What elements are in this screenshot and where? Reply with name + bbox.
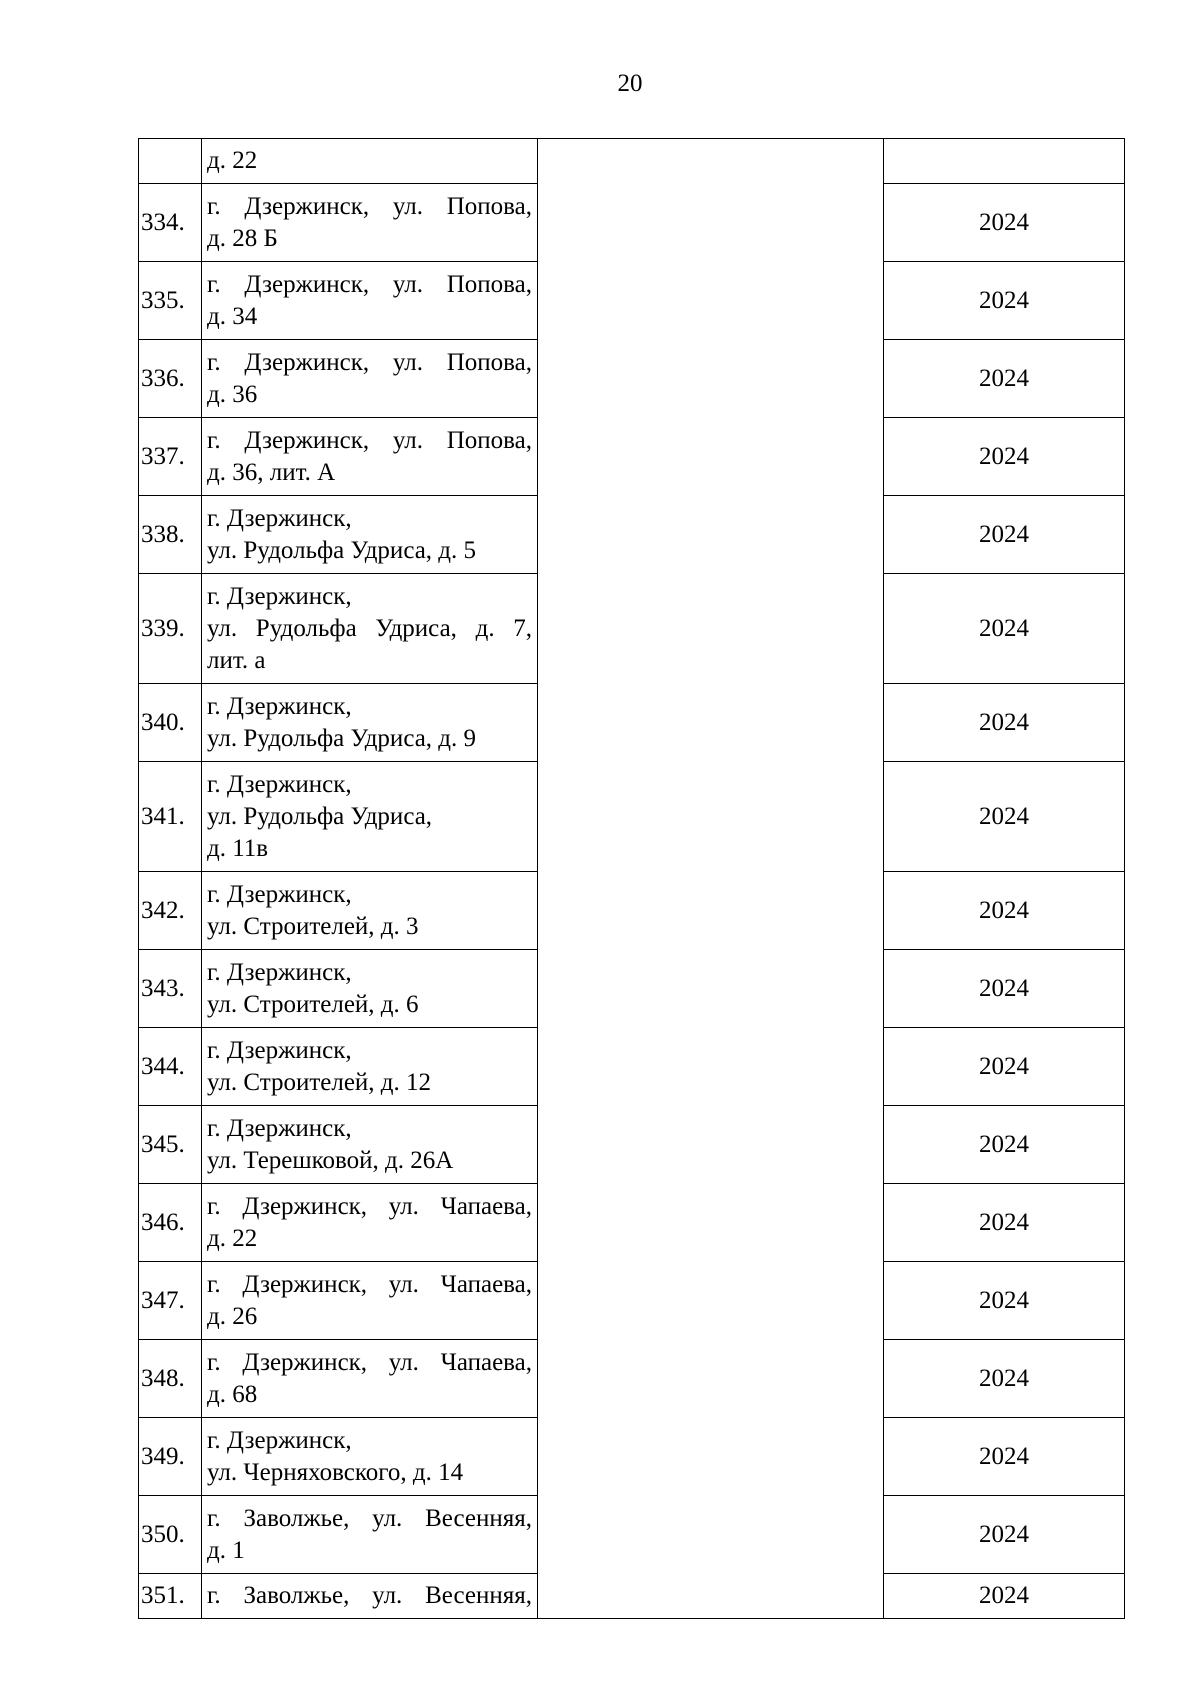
row-number: 337. xyxy=(139,418,202,496)
address-cell xyxy=(202,1106,538,1184)
empty-cell xyxy=(538,496,884,574)
address-cell xyxy=(202,1028,538,1106)
row-number: 343. xyxy=(139,950,202,1028)
empty-cell xyxy=(538,1496,884,1574)
year-cell: 2024 xyxy=(884,262,1125,340)
address-cell xyxy=(202,950,538,1028)
table-row xyxy=(139,1496,1125,1574)
year-cell: 2024 xyxy=(884,684,1125,762)
year-cell: 2024 xyxy=(884,418,1125,496)
address-line: д. 34 xyxy=(207,302,258,330)
address-line: д. 68 xyxy=(207,1380,258,1408)
year-cell: 2024 xyxy=(884,762,1125,872)
address-line: ул. Рудольфа Удриса, xyxy=(207,802,433,830)
row-number: 334. xyxy=(139,184,202,262)
empty-cell xyxy=(538,1106,884,1184)
address-line: г. Дзержинск, ул. Попова, xyxy=(207,348,532,376)
table-row xyxy=(139,950,1125,1028)
row-number: 342. xyxy=(139,872,202,950)
address-cell xyxy=(202,262,538,340)
address-line: д. 26 xyxy=(207,1302,258,1330)
address-cell xyxy=(202,762,538,872)
address-cell xyxy=(202,684,538,762)
table-row xyxy=(139,1340,1125,1418)
row-number: 338. xyxy=(139,496,202,574)
empty-cell xyxy=(538,418,884,496)
year-cell: 2024 xyxy=(884,1262,1125,1340)
table-row xyxy=(139,1574,1125,1619)
empty-cell xyxy=(538,684,884,762)
address-line: лит. а xyxy=(207,646,266,674)
empty-cell xyxy=(538,574,884,684)
page-number: 20 xyxy=(617,70,643,97)
address-cell xyxy=(202,1574,538,1619)
empty-cell xyxy=(538,1184,884,1262)
empty-cell xyxy=(538,1418,884,1496)
address-cell xyxy=(202,1496,538,1574)
address-line: г. Дзержинск, xyxy=(207,958,352,986)
address-line: г. Дзержинск, ул. Чапаева, xyxy=(207,1192,532,1220)
address-line: ул. Рудольфа Удриса, д. 9 xyxy=(207,724,477,752)
empty-cell xyxy=(538,262,884,340)
year-cell: 2024 xyxy=(884,574,1125,684)
empty-cell xyxy=(538,184,884,262)
row-number: 344. xyxy=(139,1028,202,1106)
year-cell: 2024 xyxy=(884,496,1125,574)
address-line: г. Дзержинск, ул. Попова, xyxy=(207,192,532,220)
address-line: г. Дзержинск, xyxy=(207,880,352,908)
row-number: 341. xyxy=(139,762,202,872)
empty-cell xyxy=(538,1262,884,1340)
year-cell: 2024 xyxy=(884,1184,1125,1262)
empty-cell xyxy=(538,139,884,184)
address-line: д. 1 xyxy=(207,1536,245,1564)
row-number: 345. xyxy=(139,1106,202,1184)
year-cell: 2024 xyxy=(884,1418,1125,1496)
table-row xyxy=(139,418,1125,496)
address-line: г. Дзержинск, xyxy=(207,582,352,610)
row-number: 339. xyxy=(139,574,202,684)
year-cell: 2024 xyxy=(884,950,1125,1028)
address-line: г. Заволжье, ул. Весенняя, xyxy=(207,1582,532,1609)
address-line: д. 22 xyxy=(207,147,258,174)
address-cell xyxy=(202,184,538,262)
table-row xyxy=(139,762,1125,872)
address-cell xyxy=(202,1340,538,1418)
table-row xyxy=(139,139,1125,184)
address-cell xyxy=(202,1418,538,1496)
table-row xyxy=(139,340,1125,418)
address-line: д. 11в xyxy=(207,834,269,862)
row-number xyxy=(139,139,202,184)
address-cell xyxy=(202,574,538,684)
table-row xyxy=(139,496,1125,574)
address-line: г. Дзержинск, ул. Попова, xyxy=(207,426,532,454)
address-line: д. 36 xyxy=(207,380,258,408)
year-cell: 2024 xyxy=(884,1340,1125,1418)
address-line: г. Дзержинск, xyxy=(207,1426,352,1454)
address-line: ул. Рудольфа Удриса, д. 5 xyxy=(207,536,477,564)
address-line: г. Дзержинск, ул. Чапаева, xyxy=(207,1348,532,1376)
row-number: 351. xyxy=(139,1574,202,1619)
year-cell: 2024 xyxy=(884,1106,1125,1184)
empty-cell xyxy=(538,950,884,1028)
empty-cell xyxy=(538,1340,884,1418)
address-line: д. 22 xyxy=(207,1224,258,1252)
table-body xyxy=(139,139,1125,1619)
row-number: 348. xyxy=(139,1340,202,1418)
address-line: г. Дзержинск, xyxy=(207,504,352,532)
row-number: 336. xyxy=(139,340,202,418)
empty-cell xyxy=(538,762,884,872)
table-row xyxy=(139,872,1125,950)
row-number: 350. xyxy=(139,1496,202,1574)
table-row xyxy=(139,1262,1125,1340)
empty-cell xyxy=(538,340,884,418)
row-number: 340. xyxy=(139,684,202,762)
empty-cell xyxy=(538,1574,884,1619)
address-line: ул. Строителей, д. 6 xyxy=(207,990,419,1018)
address-line: ул. Терешковой, д. 26А xyxy=(207,1146,454,1174)
row-number: 346. xyxy=(139,1184,202,1262)
table-row xyxy=(139,574,1125,684)
address-line: г. Заволжье, ул. Весенняя, xyxy=(207,1504,532,1532)
address-cell xyxy=(202,418,538,496)
row-number: 349. xyxy=(139,1418,202,1496)
address-cell xyxy=(202,872,538,950)
year-cell: 2024 xyxy=(884,1028,1125,1106)
year-cell: 2024 xyxy=(884,1574,1125,1619)
address-line: д. 36, лит. А xyxy=(207,458,336,486)
empty-cell xyxy=(538,1028,884,1106)
address-line: г. Дзержинск, xyxy=(207,1114,352,1142)
table-row xyxy=(139,1106,1125,1184)
address-cell xyxy=(202,340,538,418)
year-cell: 2024 xyxy=(884,872,1125,950)
address-cell xyxy=(202,1184,538,1262)
table-row xyxy=(139,1418,1125,1496)
year-cell: 2024 xyxy=(884,184,1125,262)
address-line: д. 28 Б xyxy=(207,224,278,252)
address-cell xyxy=(202,139,538,184)
address-line: ул. Черняховского, д. 14 xyxy=(207,1458,464,1486)
table-row xyxy=(139,184,1125,262)
table-row xyxy=(139,262,1125,340)
year-cell: 2024 xyxy=(884,340,1125,418)
address-line: г. Дзержинск, ул. Чапаева, xyxy=(207,1270,532,1298)
address-line: г. Дзержинск, xyxy=(207,692,352,720)
address-line: ул. Рудольфа Удриса, д. 7, xyxy=(207,614,532,642)
address-line: ул. Строителей, д. 3 xyxy=(207,912,419,940)
address-line: г. Дзержинск, ул. Попова, xyxy=(207,270,532,298)
row-number: 335. xyxy=(139,262,202,340)
year-cell: 2024 xyxy=(884,1496,1125,1574)
address-cell xyxy=(202,496,538,574)
address-table xyxy=(138,138,1125,1619)
table-row xyxy=(139,1184,1125,1262)
address-line: г. Дзержинск, xyxy=(207,1036,352,1064)
address-line: г. Дзержинск, xyxy=(207,770,352,798)
table-row xyxy=(139,1028,1125,1106)
empty-cell xyxy=(538,872,884,950)
year-cell xyxy=(884,139,1125,184)
row-number: 347. xyxy=(139,1262,202,1340)
table-row xyxy=(139,684,1125,762)
address-cell xyxy=(202,1262,538,1340)
address-line: ул. Строителей, д. 12 xyxy=(207,1068,432,1096)
